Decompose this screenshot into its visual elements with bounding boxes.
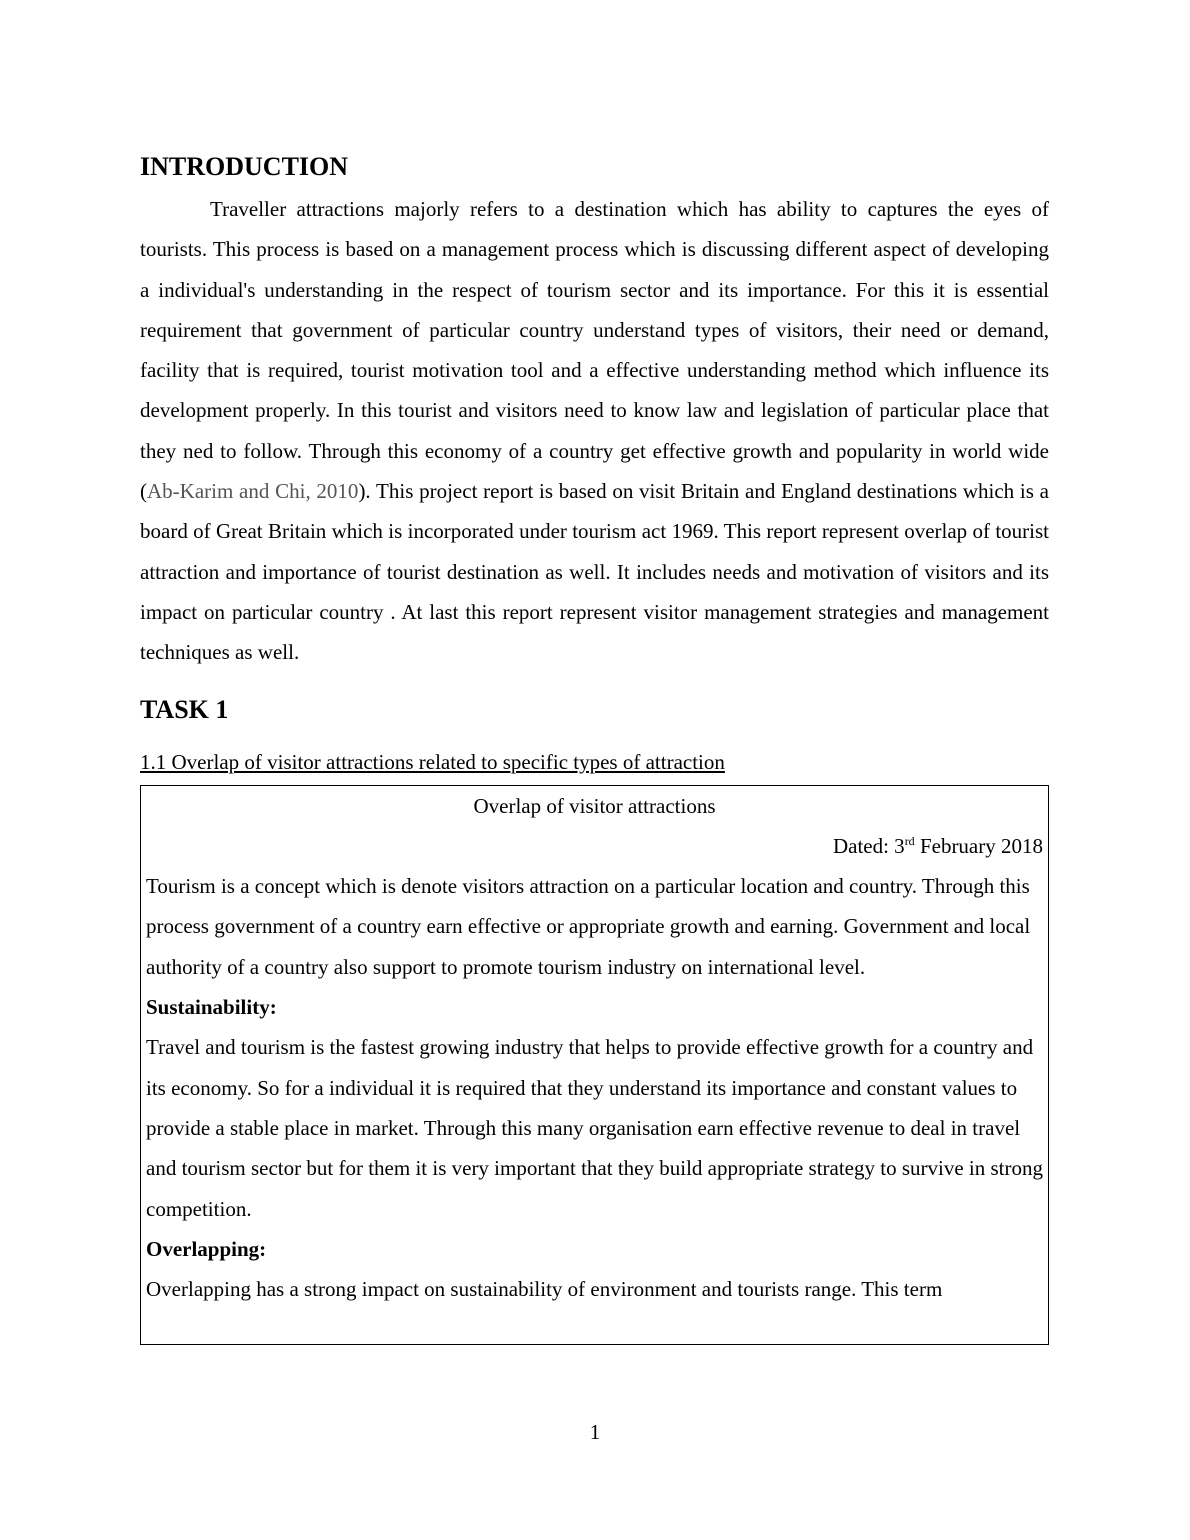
overlapping-paragraph: Overlapping has a strong impact on sustainability of environment and tourists range. This term (146, 1277, 943, 1302)
date-superscript: rd (904, 833, 915, 848)
page-content (140, 148, 1049, 1345)
tourism-paragraph: Tourism is a concept which is denote visitors attraction on a particular location and country. Through this process government of a country earn effective or appropriate growth and earning. Government and local authority of a country also support to promote tourism industry on international level. (146, 874, 1031, 979)
intro-text-start: Traveller attractions majorly refers to a destination which has ability to captures the eyes of tourists. This process is based on a management process which is discussing different aspect of developing a individual's understanding in the respect of tourism sector and its importance. For this it is essential requirement that government of particular country understand types of visitors, their need or demand, facility that is required, tourist motivation tool and a effective understanding method which influence its development properly. In this tourist and visitors need to know law and legislation of particular place that they ned to follow. Through this economy of a country get effective growth and popularity in world wide ( (140, 197, 1049, 504)
intro-text-end: ). This project report is based on visit Britain and England destinations which is a board of Great Britain which is incorporated under tourism act 1969. This report represent overlap of tourist attraction and importance of tourist destination as well. It includes needs and motivation of visitors and its impact on particular country . At last this report represent visitor management strategies and management techniques as well. (140, 479, 1049, 665)
box-title: Overlap of visitor attractions (473, 793, 716, 818)
box-date (146, 826, 1043, 866)
introduction-heading: INTRODUCTION (140, 152, 349, 181)
overlap-text-box (140, 785, 1049, 1345)
date-prefix: Dated: 3 (832, 833, 905, 858)
section-1-1-subheading: 1.1 Overlap of visitor attractions related to specific types of attraction (140, 749, 725, 774)
sustainability-heading: Sustainability: (146, 995, 277, 1020)
page-number: 1 (589, 1420, 601, 1444)
introduction-paragraph (140, 189, 1049, 673)
task1-heading: TASK 1 (140, 694, 229, 724)
overlapping-heading: Overlapping: (146, 1236, 267, 1261)
date-suffix: February 2018 (914, 833, 1043, 858)
sustainability-paragraph: Travel and tourism is the fastest growing industry that helps to provide effective growth for a country and its economy. So for a individual it is required that they understand its importance and constant values to provide a stable place in market. Through this many organisation earn effective revenue to deal in travel and tourism sector but for them it is very important that they build appropriate strategy to survive in strong competition. (146, 1035, 1043, 1221)
citation: Ab-Karim and Chi, 2010 (147, 479, 359, 504)
